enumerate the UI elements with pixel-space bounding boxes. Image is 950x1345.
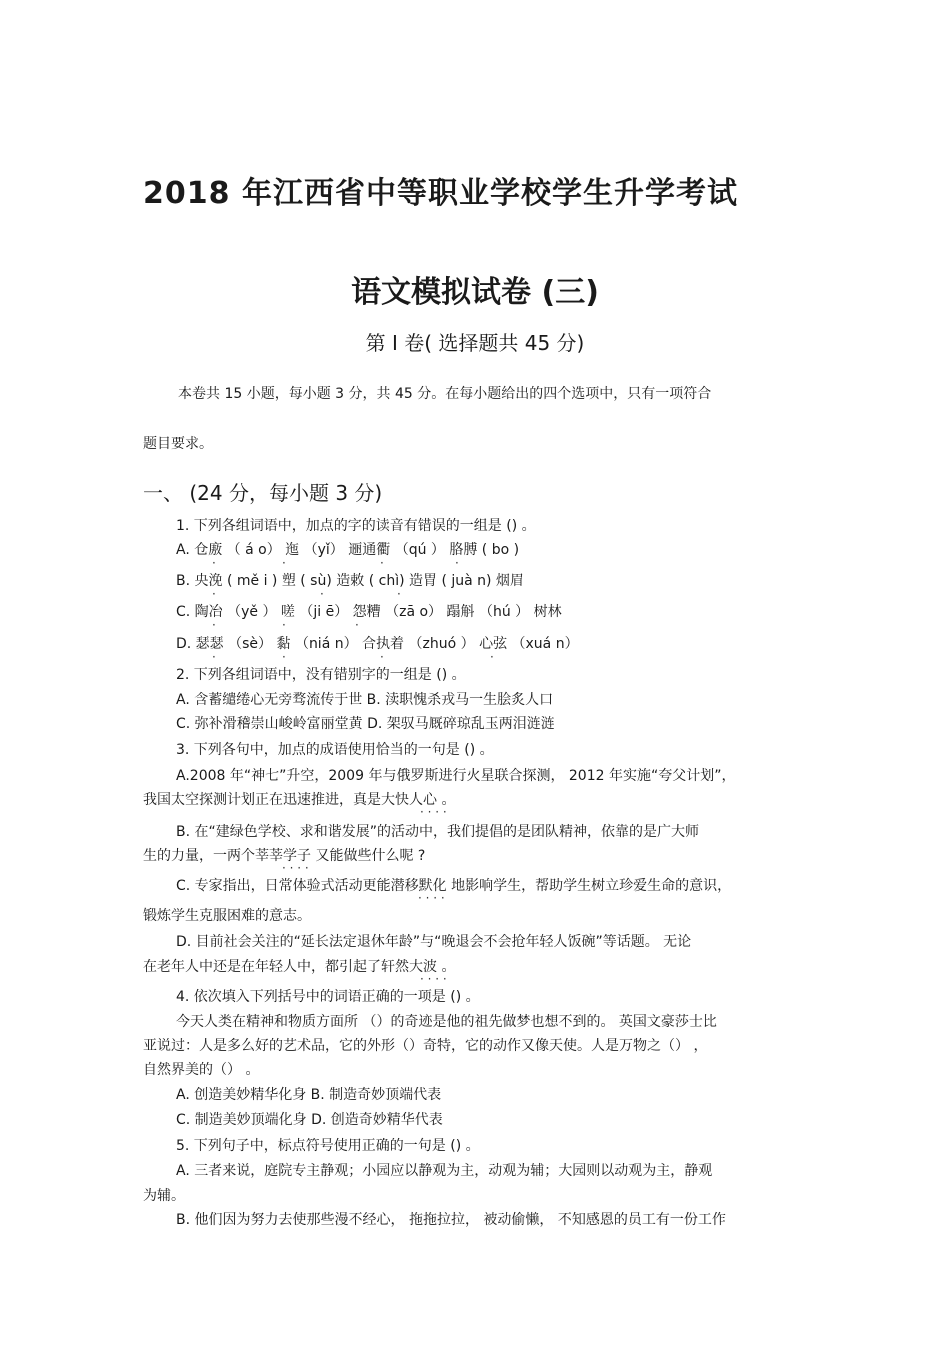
section-heading: 一、 (24 分，每小题 3 分) bbox=[143, 481, 383, 505]
question-2: 2. 下列各组词语中，没有错别字的一组是 () 。 bbox=[176, 667, 466, 683]
question-3: 3. 下列各句中，加点的成语使用恰当的一句是 () 。 bbox=[176, 742, 494, 758]
option-line: B. 央浼 ( mě i ) 塑 ( sù) 造敕 ( chì) 造胃 ( juà n) 烟眉 bbox=[176, 573, 524, 589]
emphasis-dot: · bbox=[355, 618, 359, 632]
emphasis-dot: · · · · bbox=[420, 805, 447, 819]
option-line: 在老年人中还是在年轻人中，都引起了轩然大波 。 bbox=[143, 959, 456, 975]
emphasis-dot: · bbox=[490, 650, 494, 664]
option-line: B. 他们因为努力去使那些漫不经心， 拖拖拉拉， 被动偷懒， 不知感恩的员工有一份工作 bbox=[176, 1212, 726, 1228]
emphasis-dot: · bbox=[282, 650, 286, 664]
question-text: 亚说过：人是多么好的艺术品，它的外形（）奇特，它的动作又像天使。人是万物之（） ， bbox=[143, 1038, 708, 1054]
option-line: 为辅。 bbox=[143, 1188, 185, 1204]
question-1: 1. 下列各组词语中，加点的字的读音有错误的一组是 () 。 bbox=[176, 518, 536, 534]
emphasis-dot: · bbox=[380, 556, 384, 570]
emphasis-dot: · bbox=[212, 650, 216, 664]
option-line: C. 制造美妙顶端化身 D. 创造奇妙精华代表 bbox=[176, 1112, 443, 1128]
option-line: A. 含蓄缱绻心无旁骛流传于世 B. 渎职愧杀戎马一生脍炙人口 bbox=[176, 692, 554, 708]
exam-title: 2018 年江西省中等职业学校学生升学考试 bbox=[143, 176, 738, 211]
option-line: C. 专家指出，日常体验式活动更能潜移默化 地影响学生，帮助学生树立珍爱生命的意识， bbox=[176, 878, 732, 894]
emphasis-dot: · bbox=[282, 618, 286, 632]
emphasis-dot: · bbox=[212, 587, 216, 601]
emphasis-dot: · bbox=[282, 556, 286, 570]
emphasis-dot: · · · · bbox=[420, 972, 447, 986]
question-text: 今天人类在精神和物质方面所 （）的奇迹是他的祖先做梦也想不到的。 英国文豪莎士比 bbox=[176, 1014, 717, 1030]
intro-line-1: 本卷共 15 小题，每小题 3 分，共 45 分。在每小题给出的四个选项中，只有一项符合 bbox=[178, 386, 712, 402]
emphasis-dot: · bbox=[380, 650, 384, 664]
exam-subtitle: 语文模拟试卷 (三) bbox=[351, 275, 599, 310]
option-line: D. 瑟瑟 （sè） 黏 （niá n） 合执着 （zhuó ） 心弦 （xuá n） bbox=[176, 636, 579, 652]
emphasis-dot: · bbox=[397, 587, 401, 601]
option-line: C. 弥补滑稽崇山峻岭富丽堂黄 D. 架驭马厩碎琼乱玉两泪涟涟 bbox=[176, 716, 555, 732]
question-text: 自然界美的（） 。 bbox=[143, 1062, 260, 1078]
intro-line-2: 题目要求。 bbox=[143, 436, 213, 452]
emphasis-dot: · bbox=[320, 587, 324, 601]
option-line: A. 仓廒 （ á o） 迤 （yǐ） 逦通衢 （qú ） 胳膊 ( bo ) bbox=[176, 542, 520, 558]
emphasis-dot: · bbox=[212, 618, 216, 632]
option-line: A. 三者来说，庭院专主静观；小园应以静观为主，动观为辅；大园则以动观为主，静观 bbox=[176, 1163, 713, 1179]
emphasis-dot: · · · · bbox=[282, 861, 309, 875]
option-line: 生的力量，一两个莘莘学子 又能做些什么呢 ? bbox=[143, 848, 426, 864]
question-5: 5. 下列句子中，标点符号使用正确的一句是 () 。 bbox=[176, 1138, 480, 1154]
option-line: C. 陶冶 （yě ） 嗟 （ji ē） 怨糟 （zā o） 蹋斛 （hú ） 树林 bbox=[176, 604, 562, 620]
volume-heading: 第 Ⅰ 卷( 选择题共 45 分) bbox=[365, 331, 585, 355]
question-4: 4. 依次填入下列括号中的词语正确的一项是 () 。 bbox=[176, 989, 480, 1005]
option-line: A.2008 年“神七”升空，2009 年与俄罗斯进行火星联合探测， 2012 年实施“夸父计划”， bbox=[176, 768, 736, 784]
option-line: A. 创造美妙精华化身 B. 制造奇妙顶端代表 bbox=[176, 1087, 442, 1103]
option-line: B. 在“建绿色学校、求和谐发展”的活动中，我们提倡的是团队精神，依靠的是广大师 bbox=[176, 824, 700, 840]
emphasis-dot: · bbox=[212, 556, 216, 570]
emphasis-dot: · bbox=[455, 556, 459, 570]
option-line: 我国太空探测计划正在迅速推进，真是大快人心 。 bbox=[143, 792, 456, 808]
option-line: D. 目前社会关注的“延长法定退休年龄”与“晚退会不会抢年轻人饭碗”等话题。 无论 bbox=[176, 934, 692, 950]
emphasis-dot: · · · · bbox=[418, 891, 445, 905]
option-line: 锻炼学生克服困难的意志。 bbox=[143, 908, 311, 924]
